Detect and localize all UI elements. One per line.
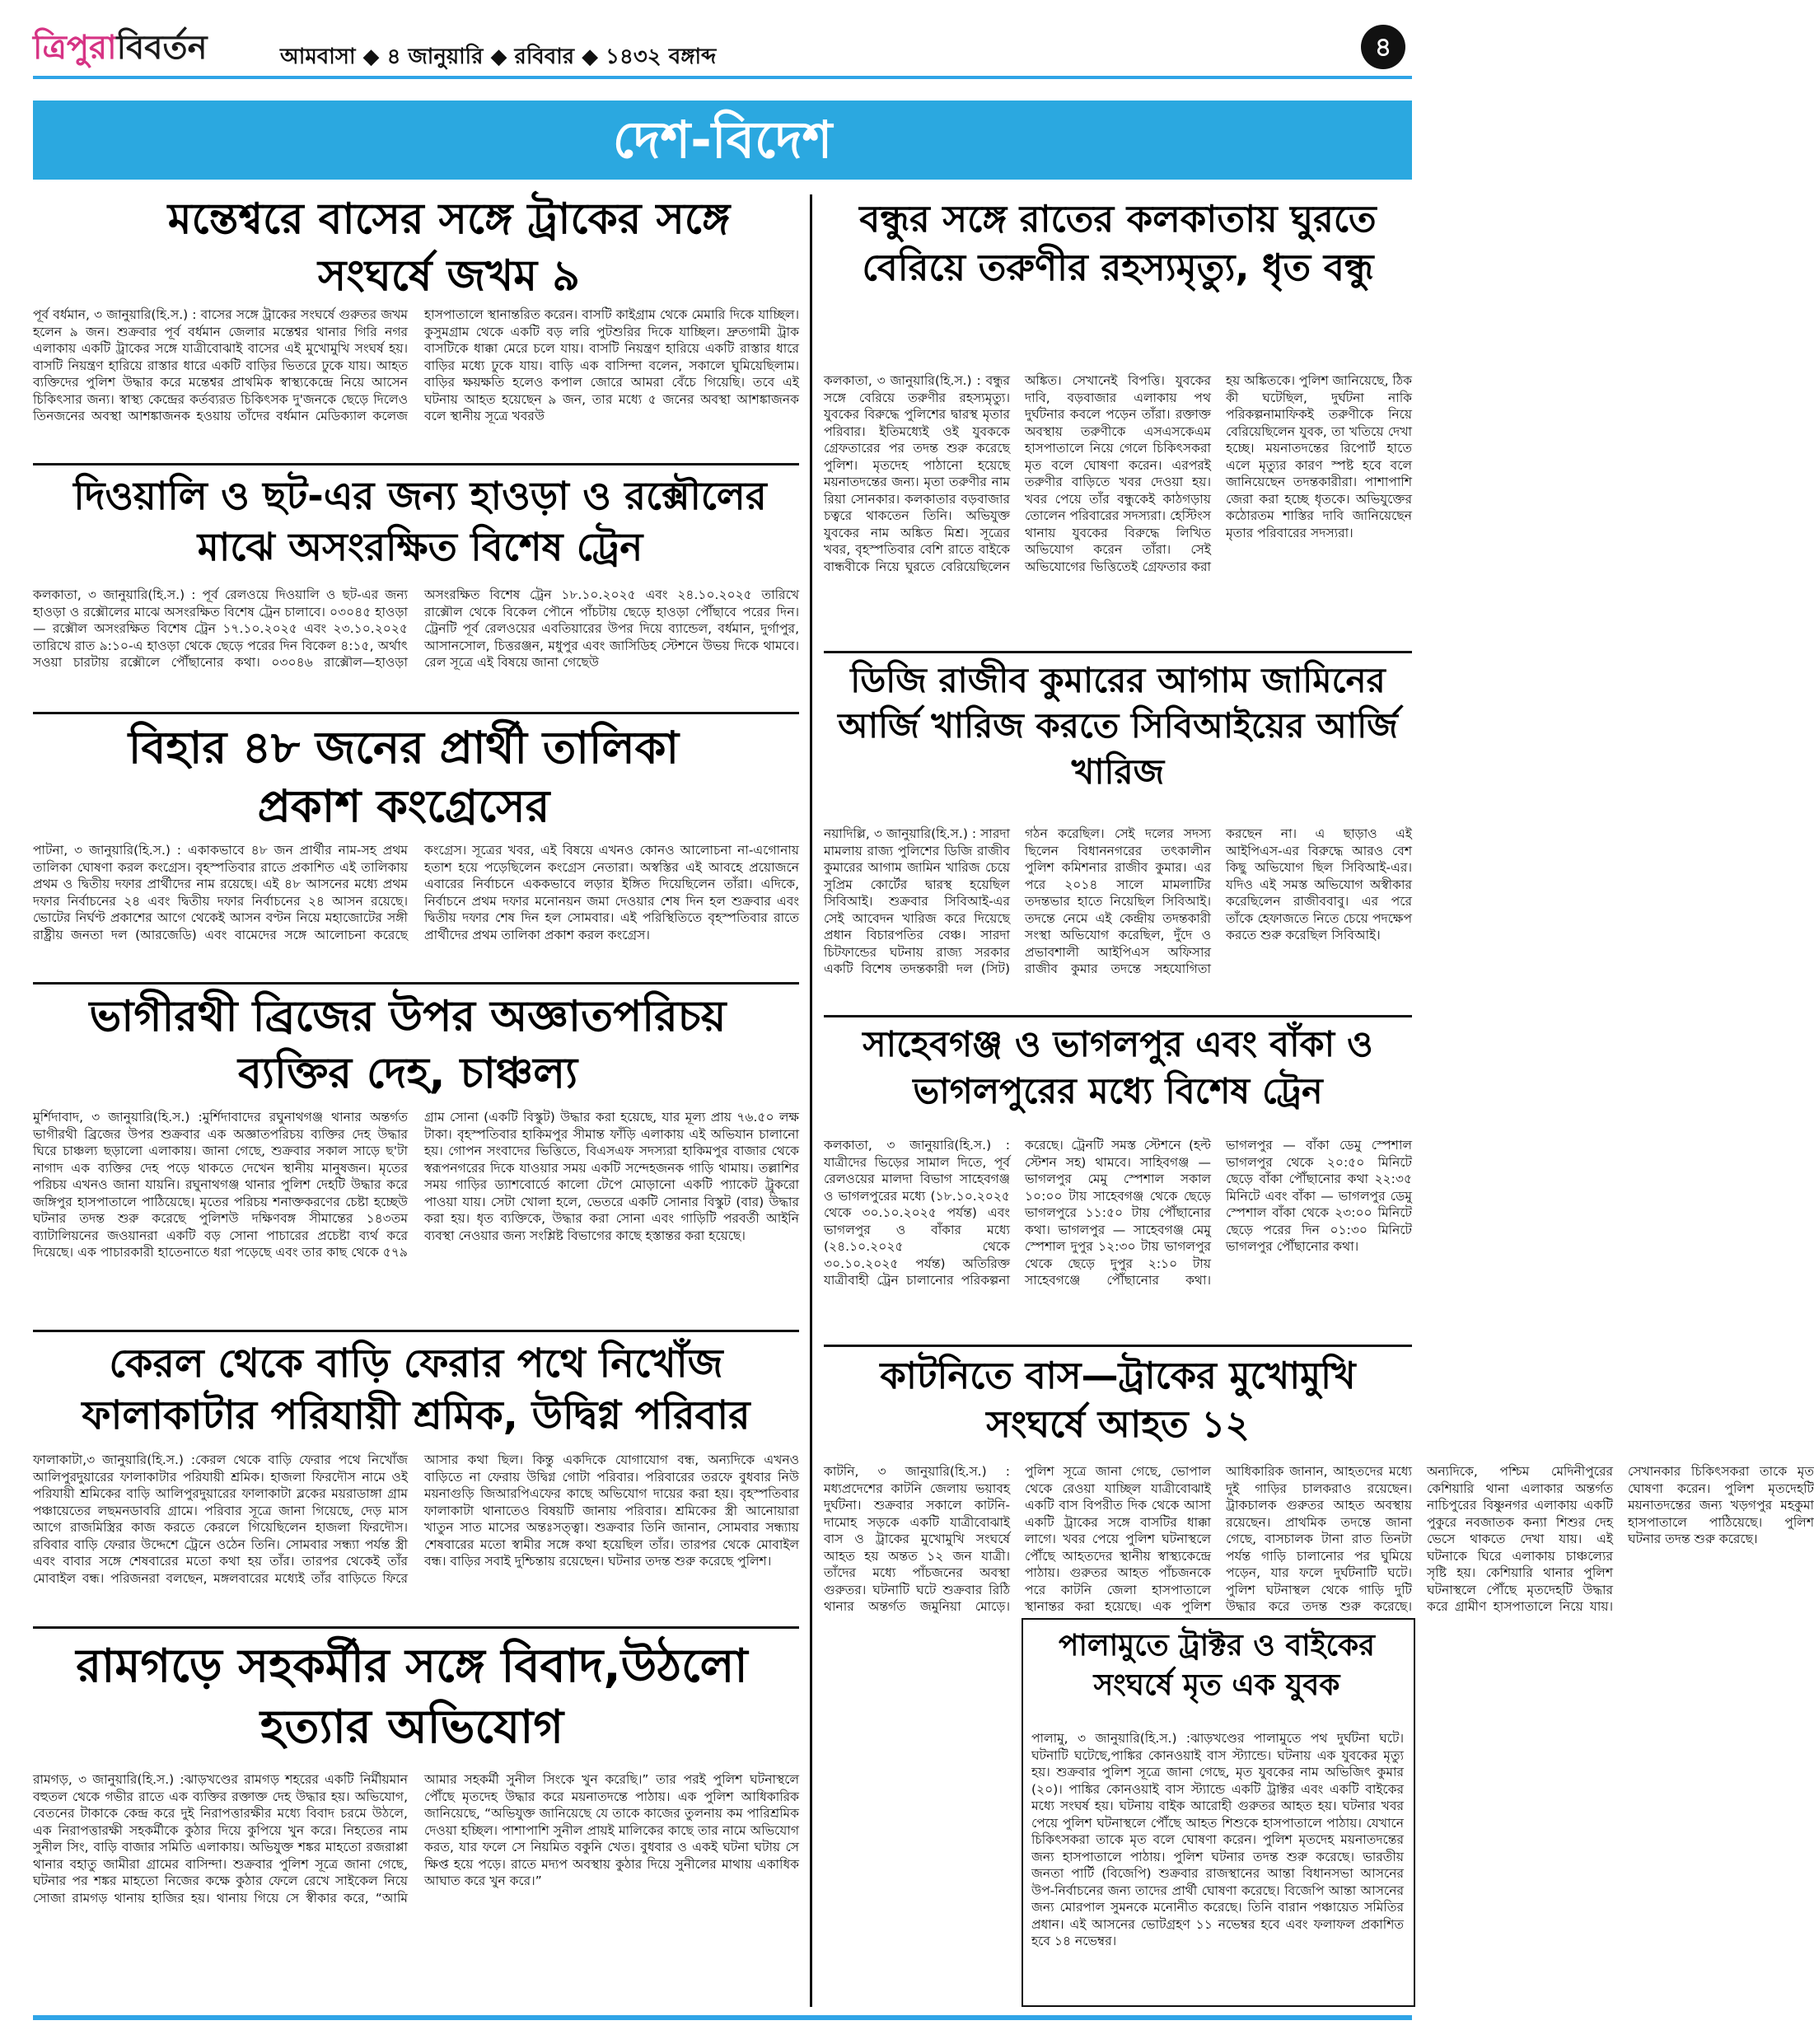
headline-rajeev-kumar: ডিজি রাজীব কুমারের আগাম জামিনের আর্জি খারিজ করতে সিবিআইয়ের আর্জি খারিজ xyxy=(838,660,1398,792)
headline-bhagirathi: ভাগীরথী ব্রিজের উপর অজ্ঞাতপরিচয় ব্যক্তির দেহ, চাঞ্চল্য xyxy=(89,992,727,1098)
article-body-bus-truck: পূর্ব বর্ধমান, ৩ জানুয়ারি(হি.স.) : বাসের সঙ্গে ট্রাকের সংঘর্ষে গুরুতর জখম হলেন ৯ জন। শুক্রবার পূর্ব বর্ধমান জেলার মন্তেশ্বর থানার গিরি নগর এলাকায় একটি ট্রাকের সঙ্গে যাত্রীবোঝাই বাসের এই মুখোমুখি সংঘর্ষ হয়। বাসটি নিয়ন্ত্রণ হারিয়ে রাস্তার ধারে একটি বাড়ির ভিতরে ঢুকে যায়। আহত ব্যক্তিদের পুলিশ উদ্ধার করে মন্তেশ্বর প্রাথমিক স্বাস্থ্যকেন্দ্রে নিয়ে আসেন চিকিৎসার জন্য। স্বাস্থ্য কেন্দ্রের কর্তব্যরত চিকিৎসক দু'জনকে ছেড়ে দিলেও তিনজনের অবস্থা আশঙ্কাজনক হওয়ায় তাঁদের বর্ধমান মেডিক্যাল কলেজ হাসপাতালে স্থানান্তরিত করেন। বাসটি কাইগ্রাম থেকে মেমারি দিকে যাচ্ছিল। কুসুমগ্রাম থেকে একটি বড় লরি পুটশুরির দিকে যাচ্ছিল। দ্রুতগামী ট্রাক বাসটিকে ধাক্কা মেরে চলে যায়। বাসটি নিয়ন্ত্রণ হারিয়ে একটি রাস্তার ধারে বাড়ির মধ্যে ঢুকে যায়। বাড়ি এক বাসিন্দা বলেন, সকালে ঘুমিয়েছিলাম। বাড়ির ক্ষয়ক্ষতি হলেও কপাল জোরে আমরা বেঁচে গিয়েছি। তবে এই ঘটনায় আহত হয়েছেন ৯ জন, তার মধ্যে ৫ জনের অবস্থা আশঙ্কাজনক বলে স্থানীয় সূত্রে খবরউ xyxy=(33,307,799,423)
logo-bibartan: বিবর্তন xyxy=(116,29,208,67)
top-rule xyxy=(33,76,1412,79)
column-divider xyxy=(810,194,812,2007)
dateline: আমবাসা ◆ ৪ জানুয়ারি ◆ রবিবার ◆ ১৪৩২ বঙ্গাব্দ xyxy=(280,44,717,69)
separator xyxy=(33,463,799,465)
separator xyxy=(33,1626,799,1629)
separator xyxy=(824,651,1412,653)
headline-katni: কাটনিতে বাস—ট্রাকের মুখোমুখি সংঘর্ষে আহত ১২ xyxy=(880,1354,1356,1447)
article-body-katni: কাটনি, ৩ জানুয়ারি(হি.স.) : মধ্যপ্রদেশের কাটনি জেলায় ভয়াবহ দুর্ঘটনা। শুক্রবার সকালে কাটনি-দামোহ সড়কে একটি যাত্রীবোঝাই বাস ও ট্রাকের মুখোমুখি সংঘর্ষে আহত হয় অন্তত ১২ জন যাত্রী। তাঁদের মধ্যে পাঁচজনের অবস্থা গুরুতর। ঘটনাটি ঘটে শুক্রবার রিঠি থানার অন্তর্গত জমুনিয়া মোড়ে। পুলিশ সূত্রে জানা গেছে, ভোপাল থেকে রেওয়া যাচ্ছিল যাত্রীবোঝাই একটি বাস বিপরীত দিক থেকে আসা একটি ট্রাকের সঙ্গে বাসটির ধাক্কা লাগে। খবর পেয়ে পুলিশ ঘটনাস্থলে পৌঁছে আহতদের স্থানীয় স্বাস্থ্যকেন্দ্রে পাঠায়। গুরুতর আহত পাঁচজনকে পরে কাটনি জেলা হাসপাতালে স্থানান্তর করা হয়েছে। এক পুলিশ আধিকারিক জানান, আহতদের মধ্যে দুই গাড়ির চালকরাও রয়েছেন। ট্রাকচালক গুরুতর আহত অবস্থায় রয়েছেন। প্রাথমিক তদন্তে জানা গেছে, বাসচালক টানা রাত তিনটা পর্যন্ত গাড়ি চালানোর পর ঘুমিয়ে পড়েন, যার ফলে দুর্ঘটনাটি ঘটে। পুলিশ ঘটনাস্থল থেকে গাড়ি দুটি উদ্ধার করে তদন্ত শুরু করেছে। অন্যদিকে, পশ্চিম মেদিনীপুরের কেশিয়ারি থানা এলাকার অন্তর্গত নাচিপুরের বিষ্ণুনগর এলাকায় একটি পুকুরে নবজাতক কন্যা শিশুর দেহ ভেসে থাকতে দেখা যায়। এই ঘটনাকে ঘিরে এলাকায় চাঞ্চল্যের সৃষ্টি হয়। কেশিয়ারি থানার পুলিশ ঘটনাস্থলে পৌঁছে মৃতদেহটি উদ্ধার করে গ্রামীণ হাসপাতালে নিয়ে যায়। সেখানকার চিকিৎসকরা তাকে মৃত ঘোষণা করেন। পুলিশ মৃতদেহটি ময়নাতদন্তের জন্য খড়গপুর মহকুমা হাসপাতালে পাঠিয়েছে। পুলিশ ঘটনার তদন্ত শুরু করেছে। xyxy=(824,1464,1814,1614)
separator xyxy=(824,1015,1412,1017)
separator xyxy=(33,982,799,985)
section-banner: দেশ-বিদেশ xyxy=(33,101,1412,180)
article-body-bihar-congress: পাটনা, ৩ জানুয়ারি(হি.স.) : একাকভাবে ৪৮ জন প্রার্থীর নাম-সহ প্রথম তালিকা ঘোষণা করল কংগ্রেস। বৃহস্পতিবার রাতে প্রকাশিত এই তালিকায় প্রথম ও দ্বিতীয় দফার প্রার্থীদের নাম রয়েছে। এই ৪৮ আসনের মধ্যে প্রথম দফার নির্বাচনের ২৪ এবং দ্বিতীয় দফার নির্বাচনের ২৪ আসন রয়েছে। ভোটের নির্ঘণ্ট প্রকাশের আগে থেকেই আসন বণ্টন নিয়ে মহাজোটের সঙ্গী রাষ্ট্রীয় জনতা দল (আরজেডি) এবং বামেদের সঙ্গে আলোচনা করেছে কংগ্রেস। সূত্রের খবর, এই বিষয়ে এখনও কোনও আলোচনা না-এগোনায় হতাশ হয়ে পড়েছিলেন কংগ্রেস নেতারা। অস্বস্তির এই আবহে প্রয়োজনে এবারের নির্বাচনে এককভাবে লড়ার ইঙ্গিত দিয়েছিলেন তাঁরা। এদিকে, নির্বাচনে প্রথম দফার মনোনয়ন জমা দেওয়ার শেষ দিন হল শুক্রবার এবং দ্বিতীয় দফার শেষ দিন হল সোমবার। এই পরিস্থিতিতে বৃহস্পতিবার রাতে প্রার্থীদের প্রথম তালিকা প্রকাশ করল কংগ্রেস। xyxy=(33,843,799,942)
article-body-rajeev-kumar: নয়াদিল্লি, ৩ জানুয়ারি(হি.স.) : সারদা মামলায় রাজ্য পুলিশের ডিজি রাজীব কুমারের আগাম জামিন খারিজ চেয়ে সুপ্রিম কোর্টের দ্বারস্থ হয়েছিল সিবিআই। শুক্রবার সিবিআই-এর সেই আবেদন খারিজ করে দিয়েছে প্রধান বিচারপতির বেঞ্চ। সারদা চিটফান্ডের ঘটনায় রাজ্য সরকার একটি বিশেষ তদন্তকারী দল (সিট) গঠন করেছিল। সেই দলের সদস্য ছিলেন বিধাননগরের তৎকালীন পুলিশ কমিশনার রাজীব কুমার। এর পরে ২০১৪ সালে মামলাটির তদন্তভার হাতে নিয়েছিল সিবিআই। তদন্তে নেমে এই কেন্দ্রীয় তদন্তকারী সংস্থা অভিযোগ করেছিল, দুঁদে ও প্রভাবশালী আইপিএস অফিসার রাজীব কুমার তদন্তে সহযোগিতা করছেন না। এ ছাড়াও এই আইপিএস-এর বিরুদ্ধে আরও বেশ কিছু অভিযোগ ছিল সিবিআই-এর। যদিও এই সমস্ত অভিযোগ অস্বীকার করেছিলেন রাজীববাবু। এর পরে তাঁকে হেফাজতে নিতে চেয়ে পদক্ষেপ করতে শুরু করেছিল সিবিআই। xyxy=(824,826,1412,976)
logo-tripura: ত্রিপুরা xyxy=(33,29,117,67)
headline-kolkata-friend: বন্ধুর সঙ্গে রাতের কলকাতায় ঘুরতে বেরিয়ে তরুণীর রহস্যমৃত্যু, ধৃত বন্ধু xyxy=(859,197,1377,290)
article-body-ramgarh: রামগড়, ৩ জানুয়ারি(হি.স.) :ঝাড়খণ্ডের রামগড় শহরের একটি নির্মীয়মান বহুতল থেকে গভীর রাতে এক ব্যক্তির রক্তাক্ত দেহ উদ্ধার হয়। অভিযোগ, বেতনের টাকাকে কেন্দ্র করে দুই নিরাপত্তারক্ষীর মধ্যে বিবাদ চরমে উঠলে, এক নিরাপত্তারক্ষী সহকর্মীকে কুঠার দিয়ে কুপিয়ে খুন করে। নিহতের নাম সুনীল সিং, বাড়ি বাজার সমিতি এলাকায়। অভিযুক্ত শঙ্কর মাহতো রজরাপ্পা থানার বহাতু জামীরা গ্রামের বাসিন্দা। শুক্রবার পুলিশ সূত্রে জানা গেছে, ঘটনার পর শঙ্কর মাহতো নিজের কক্ষে কুঠার ফেলে রেখে সাইকেল নিয়ে সোজা রামগড় থানায় হাজির হয়। থানায় গিয়ে সে স্বীকার করে, “আমি আমার সহকর্মী সুনীল সিংকে খুন করেছি।” তার পরই পুলিশ ঘটনাস্থলে পৌঁছে মৃতদেহ উদ্ধার করে ময়নাতদন্তে পাঠায়। এক পুলিশ আধিকারিক জানিয়েছে, “অভিযুক্ত জানিয়েছে যে তাকে কাজের তুলনায় কম পারিশ্রমিক দেওয়া হচ্ছিল। পাশাপাশি সুনীল প্রায়ই মালিকের কাছে তার নামে অভিযোগ করত, যার ফলে সে নিয়মিত বকুনি খেত। বুধবার ও একই ঘটনা ঘটায় সে ক্ষিপ্ত হয়ে পড়ে। রাতে মদ্যপ অবস্থায় কুঠার দিয়ে সুনীলের মাথায় একাধিক আঘাত করে খুন করে।” xyxy=(33,1772,799,1906)
article-body-kerala-worker: ফালাকাটা,৩ জানুয়ারি(হি.স.) :কেরল থেকে বাড়ি ফেরার পথে নিখোঁজ আলিপুরদুয়ারের ফালাকাটার পরিযায়ী শ্রমিক। হাজলা ফিরদৌস নামে ওই পরিযায়ী শ্রমিকের বাড়ি আলিপুরদুয়ারের ফালাকাটা ব্লকের ময়রাডাঙ্গা গ্রাম পঞ্চায়েতের লছমনডাবরি গ্রামে। পরিবার সূত্রে জানা গিয়েছে, দেড় মাস আগে রাজমিস্ত্রির কাজ করতে কেরলে গিয়েছিলেন হাজলা ফিরদৌস। রবিবার বাড়ি ফেরার উদ্দেশে ট্রেনে ওঠেন তিনি। সোমবার সন্ধ্যা পর্যন্ত স্ত্রী এবং বাবার সঙ্গে শেষবারের মতো কথা হয় তাঁর। তারপর থেকেই তাঁর মোবাইল বন্ধ। পরিজনরা বলছেন, মঙ্গলবারের মধ্যেই তাঁর বাড়িতে ফিরে আসার কথা ছিল। কিন্তু একদিকে যোগাযোগ বন্ধ, অন্যদিকে এখনও বাড়িতে না ফেরায় উদ্বিগ্ন গোটা পরিবার। পরিবারের তরফে বুধবার নিউ ময়নাগুড়ি জিআরপিএফের কাছে অভিযোগ দায়ের করা হয়। বৃহস্পতিবার ফালাকাটা থানাতেও বিষয়টি জানায় পরিবার। শ্রমিকের স্ত্রী আনোয়ারা খাতুন সাত মাসের অন্তঃসত্ত্বা। শুক্রবার তিনি জানান, সোমবার সন্ধ্যায় শেষবারের মতো স্বামীর সঙ্গে কথা হয়েছিল তাঁর। তারপর থেকে মোবাইল বন্ধ। বাড়ির সবাই দুশ্চিন্তায় রয়েছেন। ঘটনার তদন্ত শুরু করেছে পুলিশ। xyxy=(33,1452,799,1586)
separator xyxy=(33,1330,799,1332)
headline-bihar-congress: বিহার ৪৮ জনের প্রার্থী তালিকা প্রকাশ কংগ্রেসের xyxy=(128,722,680,833)
article-body-bhagirathi: মুর্শিদাবাদ, ৩ জানুয়ারি(হি.স.) :মুর্শিদাবাদের রঘুনাথগঞ্জ থানার অন্তর্গত ভাগীরথী ব্রিজের উপর শুক্রবার এক অজ্ঞাতপরিচয় ব্যক্তির দেহ উদ্ধার ঘিরে চাঞ্চল্য ছড়ালো এলাকায়। জানা গেছে, শুক্রবার সকাল সাড়ে ছ'টা নাগাদ এক ব্যক্তির দেহ পড়ে থাকতে দেখেন স্থানীয় মানুষজন। মৃতের পরিচয় এখনও জানা যায়নি। রঘুনাথগঞ্জ থানার পুলিশ দেহটি উদ্ধার করে জঙ্গিপুর হাসপাতালে পাঠিয়েছে। মৃতের পরিচয় শনাক্তকরণের চেষ্টা হচ্ছেউ ঘটনার তদন্ত শুরু করেছে পুলিশউ দক্ষিণবঙ্গ সীমান্তের ১৪৩তম ব্যাটালিয়নের জওয়ানরা একটি বড় সোনা পাচারের প্রচেষ্টা ব্যর্থ করে দিয়েছে। এক পাচারকারী হাতেনাতে ধরা পড়েছে এবং তার কাছ থেকে ৫৭৯ গ্রাম সোনা (একটি বিস্কুট) উদ্ধার করা হয়েছে, যার মূল্য প্রায় ৭৬.৫০ লক্ষ টাকা। বৃহস্পতিবার হাকিমপুর সীমান্ত ফাঁড়ি এলাকায় এই অভিযান চালানো হয়। গোপন সংবাদের ভিত্তিতে, বিএসএফ সদস্যরা হাকিমপুর বাজার থেকে স্বরূপনগরের দিকে যাওয়ার সময় একটি সন্দেহজনক গাড়ি থামায়। তল্লাশির সময় গাড়ির ড্যাশবোর্ডে কালো টেপে মোড়ানো একটি প্যাকেট ট্রুকরো পাওয়া যায়। সেটা খোলা হলে, ভেতরে একটি সোনার বিস্কুট (বার) উদ্ধার করা হয়। ধৃত ব্যক্তিকে, উদ্ধার করা সোনা এবং গাড়িটি পরবর্তী আইনি ব্যবস্থা নেওয়ার জন্য সংশ্লিষ্ট বিভাগের কাছে হস্তান্তর করা হয়েছে। xyxy=(33,1110,799,1260)
masthead xyxy=(33,15,1412,72)
headline-ramgarh: রামগড়ে সহকর্মীর সঙ্গে বিবাদ,উঠলো হত্যার অভিযোগ xyxy=(76,1639,748,1754)
article-body-palamu: পালামু, ৩ জানুয়ারি(হি.স.) :ঝাড়খণ্ডের পালামুতে পথ দুর্ঘটনা ঘটে। ঘটনাটি ঘটেছে,পাঙ্কির কোনওয়াই বাস স্ট্যান্ডে। ঘটনায় এক যুবকের মৃত্যু হয়। শুক্রবার পুলিশ সূত্রে জানা গেছে, মৃত যুবকের নাম অভিজিৎ কুমার (২০)। পাঙ্কির কোনওয়াই বাস স্ট্যান্ডে একটি ট্রাক্টর এবং একটি বাইকের মধ্যে সংঘর্ষ হয়। ঘটনায় বাইক আরোহী গুরুতর আহত হয়। ঘটনার খবর পেয়ে পুলিশ ঘটনাস্থলে পৌঁছে আহত শিশুকে হাসপাতালে পাঠায়। যেখানে চিকিৎসকরা তাকে মৃত বলে ঘোষণা করেন। পুলিশ মৃতদেহ ময়নাতদন্তের জন্য হাসপাতালে পাঠায়। পুলিশ ঘটনার তদন্ত শুরু করেছে। ভারতীয় জনতা পার্টি (বিজেপি) শুক্রবার রাজস্থানের আন্তা বিধানসভা আসনের উপ-নির্বাচনের জন্য তাদের প্রার্থী ঘোষণা করেছে। বিজেপি আন্তা আসনের জন্য মোরপাল সুমনকে মনোনীত করেছে। তিনি বারান পঞ্চায়েত সমিতির প্রধান। এই আসনের ভোটগ্রহণ ১১ নভেম্বর হবে এবং ফলাফল প্রকাশিত হবে ১৪ নভেম্বর। xyxy=(1031,1731,1404,1948)
article-body-kolkata-friend: কলকাতা, ৩ জানুয়ারি(হি.স.) : বন্ধুর সঙ্গে বেরিয়ে তরুণীর রহস্যমৃত্যু। যুবকের বিরুদ্ধে পুলিশের দ্বারস্থ মৃতার পরিবার। ইতিমধ্যেই ওই যুবককে গ্রেফতারের পর তদন্ত শুরু করেছে পুলিশ। মৃতদেহ পাঠানো হয়েছে ময়নাতদন্তের জন্য। মৃতা তরুণীর নাম রিয়া সোনকার। কলকাতার বড়বাজার চত্বরে থাকতেন তিনি। অভিযুক্ত যুবকের নাম অঙ্কিত মিশ্র। সূত্রের খবর, বৃহস্পতিবার বেশি রাতে বাইকে বান্ধবীকে নিয়ে ঘুরতে বেরিয়েছিলেন অঙ্কিত। সেখানেই বিপত্তি। যুবকের দাবি, বড়বাজার এলাকায় পথ দুর্ঘটনার কবলে পড়েন তাঁরা। রক্তাক্ত অবস্থায় তরুণীকে এসএসকেএম হাসপাতালে নিয়ে গেলে চিকিৎসকরা মৃত বলে ঘোষণা করেন। এরপরই তরুণীর বাড়িতে খবর দেওয়া হয়। খবর পেয়ে তাঁর বন্ধুকেই কাঠগড়ায় তোলেন পরিবারের সদস্যরা। হেস্টিংস থানায় যুবকের বিরুদ্ধে লিখিত অভিযোগ করেন তাঁরা। সেই অভিযোগের ভিত্তিতেই গ্রেফতার করা হয় অঙ্কিতকে। পুলিশ জানিয়েছে, ঠিক কী ঘটেছিল, দুর্ঘটনা নাকি পরিকল্পনামাফিকই তরুণীকে নিয়ে বেরিয়েছিলেন যুবক, তা খতিয়ে দেখা হচ্ছে। ময়নাতদন্তের রিপোর্ট হাতে এলে মৃত্যুর কারণ স্পষ্ট হবে বলে জানিয়েছেন তদন্তকারীরা। পাশাপাশি জেরা করা হচ্ছে ধৃতকে। অভিযুক্তের কঠোরতম শাস্তির দাবি জানিয়েছেন মৃতার পরিবারের সদস্যরা। xyxy=(824,373,1412,574)
newspaper-logo xyxy=(33,21,207,77)
headline-palamu: পালামুতে ট্রাক্টর ও বাইকের সংঘর্ষে মৃত এক যুবক xyxy=(1059,1629,1375,1702)
headline-bus-truck: মন্তেশ্বরে বাসের সঙ্গে ট্রাকের সঙ্গে সংঘর্ষে জখম ৯ xyxy=(167,194,731,301)
article-body-sahebganj-trains: কলকাতা, ৩ জানুয়ারি(হি.স.) : যাত্রীদের ভিড়ের সামাল দিতে, পূর্ব রেলওয়ের মালদা বিভাগ সাহেবগঞ্জ ও ভাগলপুরের মধ্যে (১৮.১০.২০২৫ থেকে ৩০.১০.২০২৫ পর্যন্ত) এবং ভাগলপুর ও বাঁকার মধ্যে (২৪.১০.২০২৫ থেকে ৩০.১০.২০২৫ পর্যন্ত) অতিরিক্ত যাত্রীবাহী ট্রেন চালানোর পরিকল্পনা করেছে। ট্রেনটি সমস্ত স্টেশনে (হল্ট স্টেশন সহ) থামবে। সাহিবগঞ্জ — ভাগলপুর মেমু স্পেশাল সকাল ১০:০০ টায় সাহেবগঞ্জ থেকে ছেড়ে ভাগলপুরে ১১:৫০ টায় পৌঁছানোর কথা। ভাগলপুর — সাহেবগঞ্জ মেমু স্পেশাল দুপুর ১২:৩০ টায় ভাগলপুর থেকে ছেড়ে দুপুর ২:১০ টায় সাহেবগঞ্জে পৌঁছানোর কথা। ভাগলপুর — বাঁকা ডেমু স্পেশাল ভাগলপুর থেকে ২০:৫০ মিনিটে ছেড়ে বাঁকা পৌঁছানোর কথা ২২:৩৫ মিনিটে এবং বাঁকা — ভাগলপুর ডেমু স্পেশাল বাঁকা থেকে ২৩:০০ মিনিটে ছেড়ে পরের দিন ০১:৩০ মিনিটে ভাগলপুর পৌঁছানোর কথা। xyxy=(824,1138,1412,1288)
page-number: ৪ xyxy=(1361,25,1405,69)
article-body-diwali-trains: কলকাতা, ৩ জানুয়ারি(হি.স.) : পূর্ব রেলওয়ে দিওয়ালি ও ছট-এর জন্য হাওড়া ও রক্সৌলের মাঝে অসংরক্ষিত বিশেষ ট্রেন চালাবে। ০৩০৪৫ হাওড়া — রক্সৌল অসংরক্ষিত বিশেষ ট্রেন ১৭.১০.২০২৫ এবং ২৩.১০.২০২৫ তারিখে রাত ৯:১০-এ হাওড়া থেকে ছেড়ে পরের দিন বিকেল ৪:১৫, অর্থাৎ সওয়া চারটায় রক্সৌলে পৌঁছানোর কথা। ০৩০৪৬ রাক্সৌল—হাওড়া অসংরক্ষিত বিশেষ ট্রেন ১৮.১০.২০২৫ এবং ২৪.১০.২০২৫ তারিখে রাক্সৌল থেকে বিকেল পৌনে পাঁচটায় ছেড়ে হাওড়া পৌঁছাবে পরের দিন। ট্রেনটি পূর্ব রেলওয়ের এবতিয়ারের উপর দিয়ে ব্যান্ডেল, বর্ধমান, দুর্গাপুর, আসানসোল, চিত্তরঞ্জন, মধুপুর এবং জাসিডিহ স্টেশনে উভয় দিকে থামবে। রেল সূত্রে এই বিষয়ে জানা গেছেউ xyxy=(33,587,799,670)
separator xyxy=(824,1345,1412,1347)
separator xyxy=(33,712,799,714)
article-body-katni-cont xyxy=(824,1623,1013,2004)
headline-sahebganj-trains: সাহেবগঞ্জ ও ভাগলপুর এবং বাঁকা ও ভাগলপুরের মধ্যে বিশেষ ট্রেন xyxy=(863,1024,1373,1112)
headline-diwali-trains: দিওয়ালি ও ছট-এর জন্য হাওড়া ও রক্সৌলের মাঝে অসংরক্ষিত বিশেষ ট্রেন xyxy=(73,474,767,571)
headline-kerala-worker: কেরল থেকে বাড়ি ফেরার পথে নিখোঁজ ফালাকাটার পরিযায়ী শ্রমিক, উদ্বিগ্ন পরিবার xyxy=(82,1340,750,1439)
bottom-rule xyxy=(33,2015,1412,2020)
